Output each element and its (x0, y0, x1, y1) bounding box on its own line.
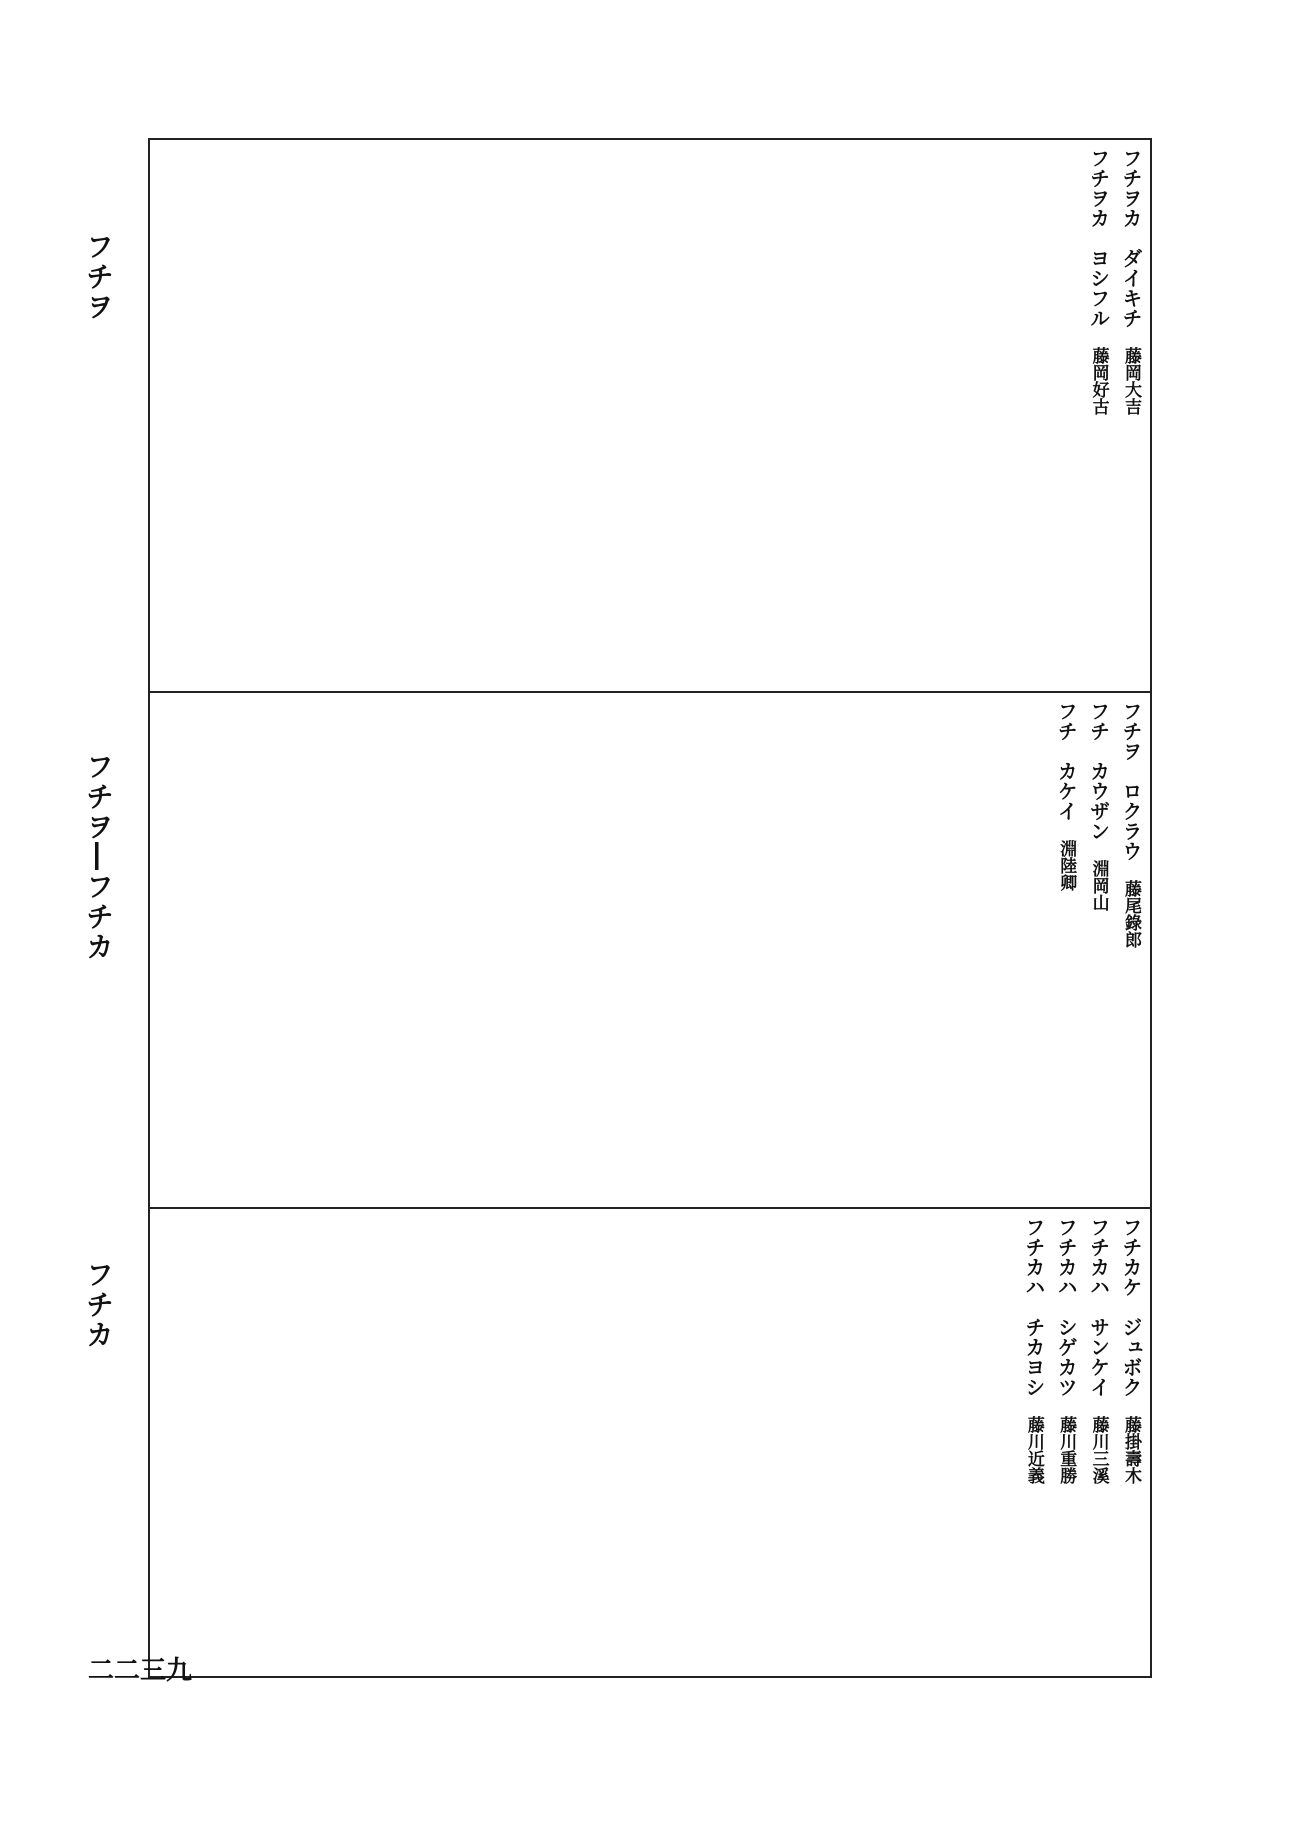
running-head-bottom: フチカ (82, 1260, 115, 1350)
entry-headword: フチカハ サンケイ (1086, 1217, 1111, 1397)
entry (1118, 148, 1144, 683)
entry-name: 藤川重勝 (1056, 1416, 1077, 1485)
entry (1020, 1217, 1046, 1672)
entry (1118, 1217, 1144, 1672)
entry-name: 藤川三溪 (1088, 1416, 1109, 1485)
entry-headword: フチカハ シゲカツ (1054, 1217, 1079, 1397)
entry-name: 藤川近義 (1023, 1416, 1044, 1485)
page-frame (148, 138, 1152, 1678)
tier-bottom (150, 1209, 1150, 1680)
entry (1118, 701, 1144, 1199)
entry-headword: フチヲカ ヨシフル (1086, 148, 1111, 328)
entry-headword: フチ カウザン (1086, 701, 1111, 841)
entry-name: 藤岡大吉 (1121, 347, 1141, 416)
entry-headword: フチヲ ロクラウ (1119, 701, 1143, 861)
entry (1085, 1217, 1111, 1672)
entry-headword: フチヲカ ダイキチ (1119, 148, 1143, 328)
entry (1085, 701, 1111, 1199)
entry (1085, 148, 1111, 683)
entry-name: 藤岡好古 (1088, 347, 1109, 416)
entry (1053, 1217, 1079, 1672)
entry-headword: フチカハ チカヨシ (1021, 1217, 1046, 1397)
tier-top (150, 140, 1150, 693)
entry (1053, 701, 1079, 1199)
running-head-top: フチヲ (82, 232, 115, 322)
running-head-middle: フチヲ―フチカ (82, 752, 115, 962)
entry-name: 藤掛壽木 (1121, 1416, 1141, 1485)
entry-name: 藤尾錄郎 (1121, 880, 1141, 949)
entry-name: 淵陸卿 (1056, 840, 1077, 892)
entry-name: 淵岡山 (1088, 860, 1109, 912)
entry-headword: フチ カケイ (1054, 701, 1079, 821)
tier-middle (150, 693, 1150, 1209)
entry-headword: フチカケ ジュボク (1119, 1217, 1143, 1397)
page-number: 二二三九 (88, 1656, 193, 1686)
